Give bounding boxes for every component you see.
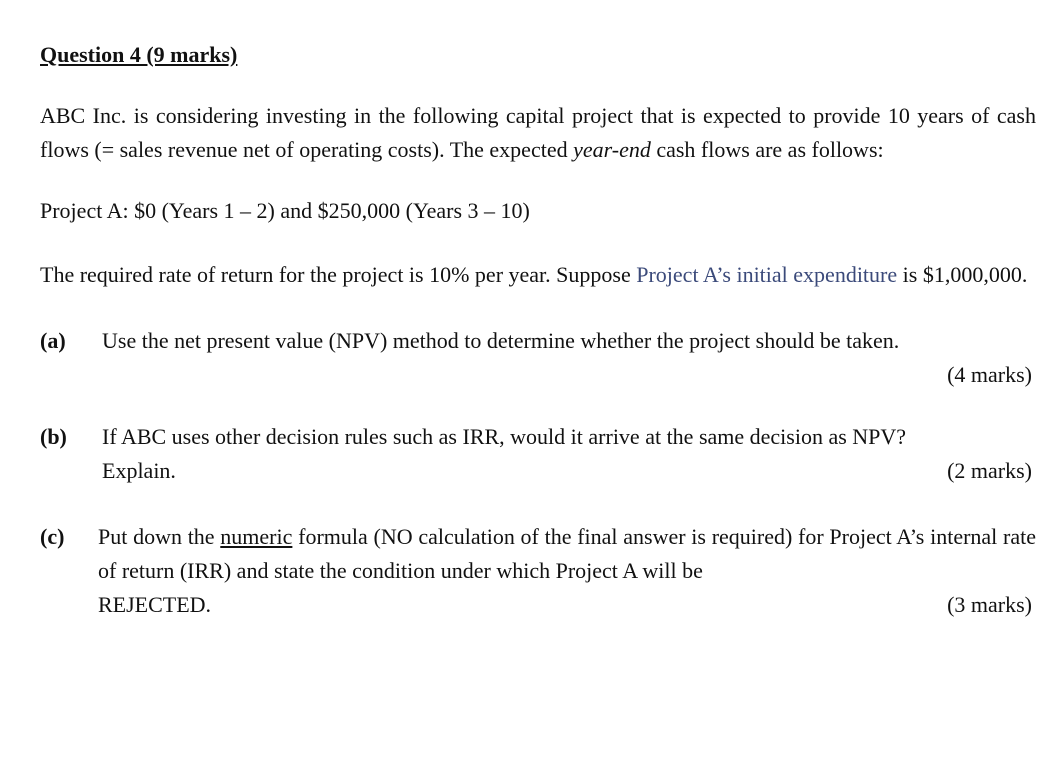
question-page: [40, 38, 1036, 622]
required-text-part2: is $1,000,000.: [897, 262, 1028, 287]
part-c-text2: REJECTED.: [98, 592, 212, 617]
intro-text-part1: ABC Inc. is considering investing in the following capital project that is expected to provide 10 years of cash flows (= sales revenue net of operating costs). The expected: [40, 103, 1036, 162]
part-b: [40, 420, 1036, 488]
part-c-marks: (3 marks): [947, 592, 1032, 617]
intro-text-part2: cash flows are as follows:: [650, 137, 884, 162]
part-b-text: If ABC uses other decision rules such as IRR, would it arrive at the same decision as NPV?: [102, 424, 907, 449]
part-c-label: (c): [40, 524, 65, 549]
part-c: [40, 520, 1036, 622]
required-rate-paragraph: [40, 258, 1036, 292]
question-title: Question 4 (9 marks): [40, 42, 238, 67]
part-c-text-after: formula (NO calculation of the final answer is required) for Project A’s internal rate of return (IRR) and state the condition under which Project A will be: [98, 524, 1036, 583]
project-cash-flows: Project A: $0 (Years 1 – 2) and $250,000 (Years 3 – 10): [40, 198, 530, 223]
part-b-marks: (2 marks): [947, 458, 1032, 483]
part-c-underlined: numeric: [220, 524, 293, 549]
intro-paragraph: [40, 99, 1036, 167]
intro-emphasis: year-end: [573, 137, 651, 162]
part-c-text: [98, 520, 1036, 588]
part-a-label: (a): [40, 328, 66, 353]
part-a-text: Use the net present value (NPV) method to determine whether the project should be taken.: [102, 328, 900, 353]
part-c-line3: [98, 588, 1036, 622]
part-b-line2: [102, 454, 1036, 488]
part-c-text-before: Put down the: [98, 524, 221, 549]
part-b-label: (b): [40, 424, 67, 449]
part-a: [40, 324, 1036, 392]
part-b-text2: Explain.: [102, 458, 176, 483]
part-a-marks: (4 marks): [947, 362, 1032, 387]
required-highlight: Project A’s initial expenditure: [636, 262, 898, 287]
required-text-part1: The required rate of return for the project is 10% per year. Suppose: [40, 262, 637, 287]
